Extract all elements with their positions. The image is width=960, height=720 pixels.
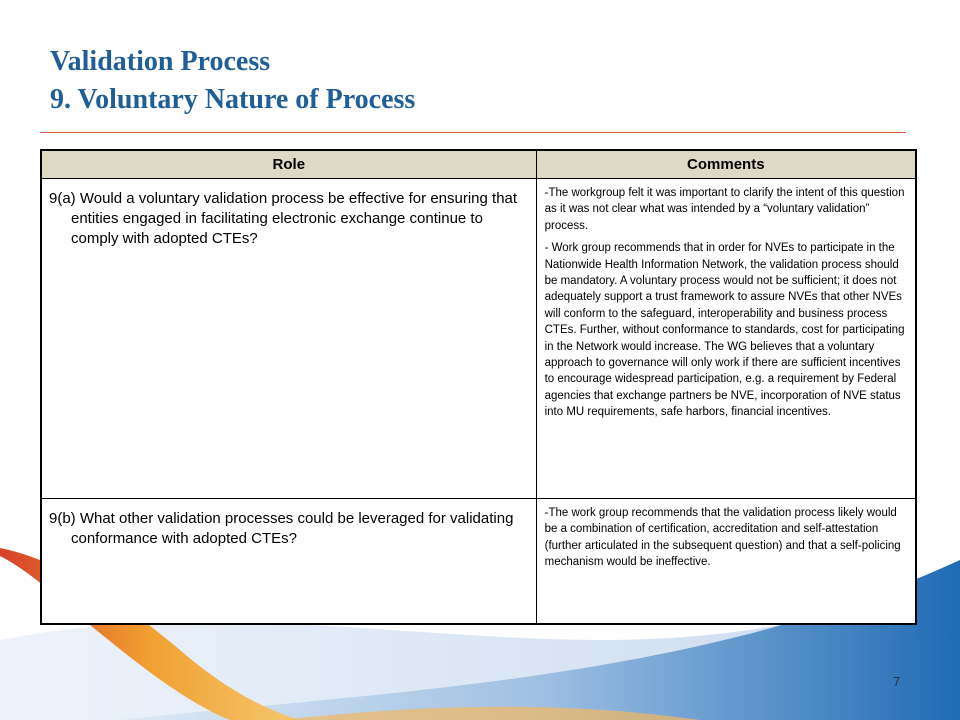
comment-paragraph: -The workgroup felt it was important to clarify the intent of this question as it was not clear what was intended by a “voluntary validation” process.: [544, 187, 905, 232]
comment-paragraph: -The work group recommends that the validation process likely would be a combination of certification, accreditation and self-attestation (further articulated in the subsequent question) and that a self-policing mechanism would be ineffective.: [544, 507, 901, 569]
slide-subtitle: 9. Voluntary Nature of Process: [50, 84, 416, 115]
role-cell: [41, 179, 536, 499]
validation-table: [40, 149, 917, 625]
role-question-9a: 9(a) Would a voluntary validation process be effective for ensuring that entities engaged in facilitating electronic exchange continue to comply with adopted CTEs?: [49, 190, 518, 247]
comment-paragraph: - Work group recommends that in order for NVEs to participate in the Nationwide Health Information Network, the validation process should be mandatory. A voluntary process would not be sufficient; it does not adequately support a trust framework to assure NVEs that other NVEs will conform to the safeguard, interoperability and business process CTEs. Further, without conformance to standards, cost for participating in the Network would increase. The WG believes that a voluntary approach to governance will only work if there are sufficient incentives to encourage widespread participation, e.g. a requirement by Federal agencies that exchange partners be NVE, incorporation of NVE status into MU requirements, safe harbors, financial incentives.: [544, 242, 905, 419]
column-header-role: Role: [41, 150, 536, 179]
comments-cell: [536, 179, 916, 499]
comments-cell: [536, 499, 916, 624]
table-row: [41, 499, 916, 624]
column-header-comments: Comments: [536, 150, 916, 179]
title-divider: [40, 132, 906, 133]
page-number: 7: [893, 674, 901, 689]
table-header-row: [41, 150, 916, 179]
role-question-9b: 9(b) What other validation processes could be leveraged for validating conformance with adopted CTEs?: [49, 510, 514, 547]
role-cell: [41, 499, 536, 624]
slide-title: Validation Process: [50, 46, 271, 77]
table-row: [41, 179, 916, 499]
